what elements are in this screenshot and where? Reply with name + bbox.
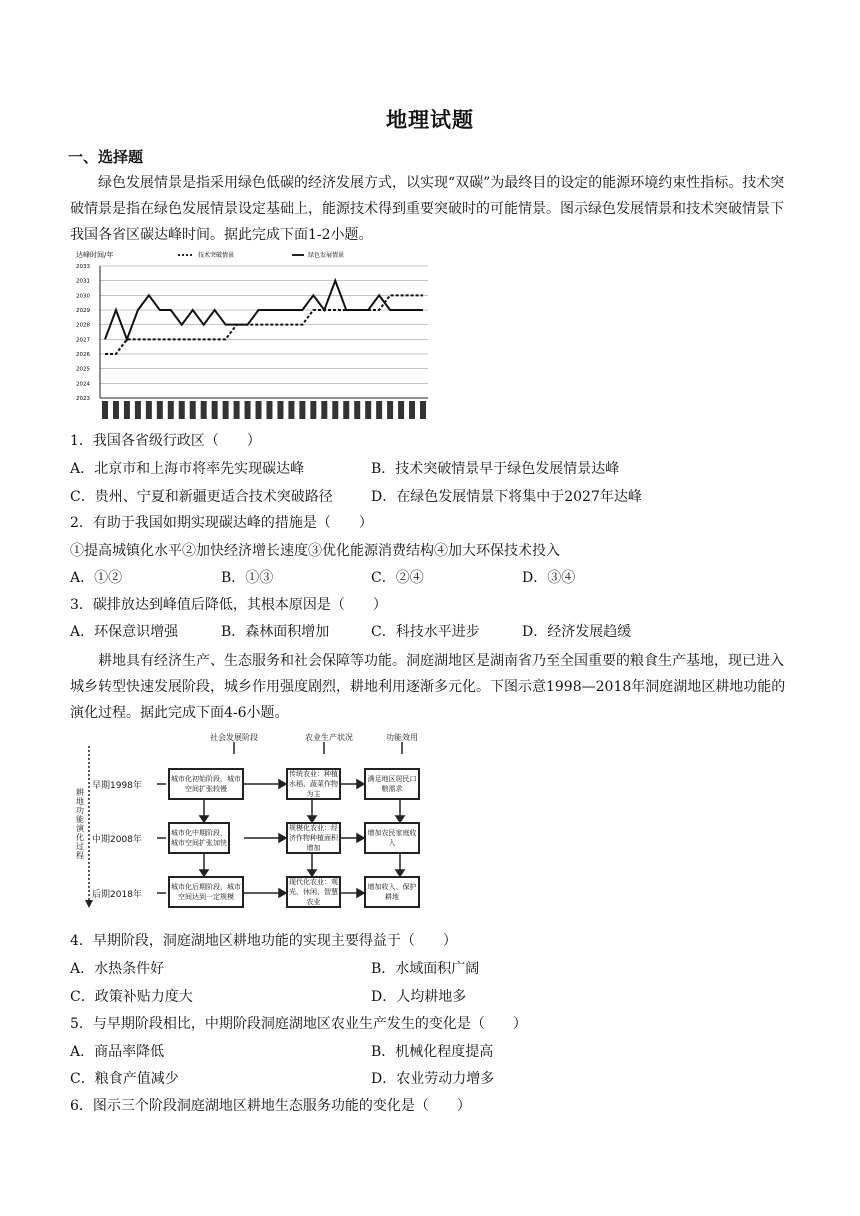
col-header-agri: 农业生产状况	[305, 733, 353, 742]
y-tick-label: 2027	[76, 337, 90, 344]
x-tick-label	[398, 401, 404, 419]
q4-option-d: D．人均耕地多	[371, 989, 467, 1005]
x-tick-label	[310, 401, 316, 419]
q1-option-b: B．技术突破情景早于绿色发展情景达峰	[371, 461, 620, 477]
agri-middle-box: 规模化农业：经济作物种植面积增加	[286, 822, 341, 854]
x-tick-label	[190, 401, 196, 419]
stage-late-box: 城市化后期阶段，城市空间达到一定规模	[168, 876, 244, 908]
q2-option-c: C．②④	[371, 570, 424, 586]
q5-stem: 5．与早期阶段相比，中期阶段洞庭湖地区农业生产发生的变化是（ ）	[70, 1016, 527, 1032]
q4-option-b: B．水域面积广阔	[371, 961, 480, 977]
q1-option-d: D．在绿色发展情景下将集中于2027年达峰	[371, 489, 642, 505]
x-tick-label	[168, 401, 174, 419]
function-middle-box: 增加农民家庭收入	[364, 822, 420, 854]
x-tick-label	[299, 401, 305, 419]
agri-early-box: 传统农业：种植水稻、蔬菜作物为主	[286, 768, 341, 800]
stage-middle-box: 城市化中期阶段，城市空间扩张加快	[168, 822, 230, 854]
q1-stem: 1．我国各省级行政区（ ）	[70, 433, 261, 449]
carbon-peak-chart-svg	[76, 248, 436, 423]
x-tick-label	[179, 401, 185, 419]
x-tick-label	[343, 401, 349, 419]
q6-stem: 6．图示三个阶段洞庭湖地区耕地生态服务功能的变化是（ ）	[70, 1098, 471, 1114]
x-tick-label	[288, 401, 294, 419]
chart-y-label: 达峰时间/年	[76, 251, 114, 259]
passage-2: 耕地具有经济生产、生态服务和社会保障等功能。洞庭湖地区是湖南省乃至全国重要的粮食生产基地，现已进入城乡转型快速发展阶段，城乡作用强度剧烈，耕地利用逐渐多元化。下图示意1998—2018年洞庭湖地区耕地功能的演化过程。据此完成下面4-6小题。	[70, 653, 786, 721]
q4-option-a: A．水热条件好	[70, 961, 165, 977]
q3-option-b: B．森林面积增加	[221, 624, 330, 640]
q4-stem: 4．早期阶段，洞庭湖地区耕地功能的实现主要得益于（ ）	[70, 933, 457, 949]
x-tick-label	[201, 401, 207, 419]
q5-option-d: D．农业劳动力增多	[371, 1071, 495, 1087]
stage-early-box: 城市化初始阶段，城市空间扩张较慢	[168, 768, 244, 800]
side-label: 耕地功能演化过程	[76, 788, 84, 860]
q3-option-c: C．科技水平进步	[371, 624, 480, 640]
y-tick-label: 2023	[76, 396, 90, 402]
carbon-peak-chart	[76, 248, 436, 423]
agri-late-box: 现代化农业：观光、休闲、智慧农业	[286, 876, 341, 908]
function-late-box: 增加收入、保护耕地	[364, 876, 420, 908]
x-tick-label	[420, 401, 426, 419]
year-late: 后期2018年	[92, 890, 142, 900]
x-tick-label	[387, 401, 393, 419]
q2-items: ①提高城镇化水平②加快经济增长速度③优化能源消费结构④加大环保技术投入	[70, 543, 560, 559]
q2-option-d: D．③④	[522, 570, 576, 586]
x-tick-label	[376, 401, 382, 419]
farmland-function-diagram	[74, 728, 430, 914]
x-tick-label	[157, 401, 163, 419]
x-tick-label	[212, 401, 218, 419]
y-tick-label: 2031	[76, 278, 90, 285]
q2-option-b: B．①③	[221, 570, 274, 586]
x-tick-label	[332, 401, 338, 419]
col-header-function: 功能效用	[386, 733, 418, 742]
x-tick-label	[223, 401, 229, 419]
x-tick-label	[266, 401, 272, 419]
y-tick-label: 2026	[76, 352, 90, 358]
x-tick-label	[102, 401, 108, 419]
q5-option-a: A．商品率降低	[70, 1044, 165, 1060]
year-early: 早期1998年	[92, 781, 142, 791]
function-early-box: 满足地区居民口粮需求	[364, 768, 420, 800]
page-title: 地理试题	[386, 107, 474, 132]
x-tick-label	[245, 401, 251, 419]
q1-option-c: C．贵州、宁夏和新疆更适合技术突破路径	[70, 489, 333, 505]
x-tick-label	[354, 401, 360, 419]
x-tick-label	[135, 401, 141, 419]
x-tick-label	[113, 401, 119, 419]
q2-option-a: A．①②	[70, 570, 123, 586]
y-tick-label: 2029	[76, 308, 90, 314]
y-tick-label: 2024	[76, 381, 90, 388]
q5-option-c: C．粮食产值减少	[70, 1071, 179, 1087]
q3-option-a: A．环保意识增强	[70, 624, 179, 640]
passage-1: 绿色发展情景是指采用绿色低碳的经济发展方式，以实现“双碳”为最终目的设定的能源环境约束性指标。技术突破情景是指在绿色发展情景设定基础上，能源技术得到重要突破时的可能情景。图示绿色发展情景和技术突破情景下我国各省区碳达峰时间。据此完成下面1-2小题。	[70, 175, 785, 243]
legend-green-label: 绿色发展情景	[308, 252, 345, 259]
q4-option-c: C．政策补贴力度大	[70, 989, 193, 1005]
q5-option-b: B．机械化程度提高	[371, 1044, 494, 1060]
x-tick-label	[234, 401, 240, 419]
legend-tech-label: 技术突破情景	[198, 252, 235, 259]
q3-stem: 3．碳排放达到峰值后降低，其根本原因是（ ）	[70, 597, 387, 613]
q2-stem: 2．有助于我国如期实现碳达峰的措施是（ ）	[70, 515, 373, 531]
x-tick-label	[409, 401, 415, 419]
section-heading: 一、选择题	[68, 148, 144, 166]
y-tick-label: 2025	[76, 366, 90, 373]
x-tick-label	[365, 401, 371, 419]
x-tick-label	[124, 401, 130, 419]
y-tick-label: 2030	[76, 293, 90, 300]
y-tick-label: 2028	[76, 322, 90, 329]
col-header-stage: 社会发展阶段	[210, 733, 258, 742]
year-middle: 中期2008年	[92, 835, 142, 845]
x-tick-label	[277, 401, 283, 419]
x-tick-label	[256, 401, 262, 419]
y-tick-label: 2033	[76, 264, 90, 270]
q1-option-a: A．北京市和上海市将率先实现碳达峰	[70, 461, 305, 477]
q3-option-d: D．经济发展趋缓	[522, 624, 632, 640]
x-tick-label	[146, 401, 152, 419]
x-tick-label	[321, 401, 327, 419]
